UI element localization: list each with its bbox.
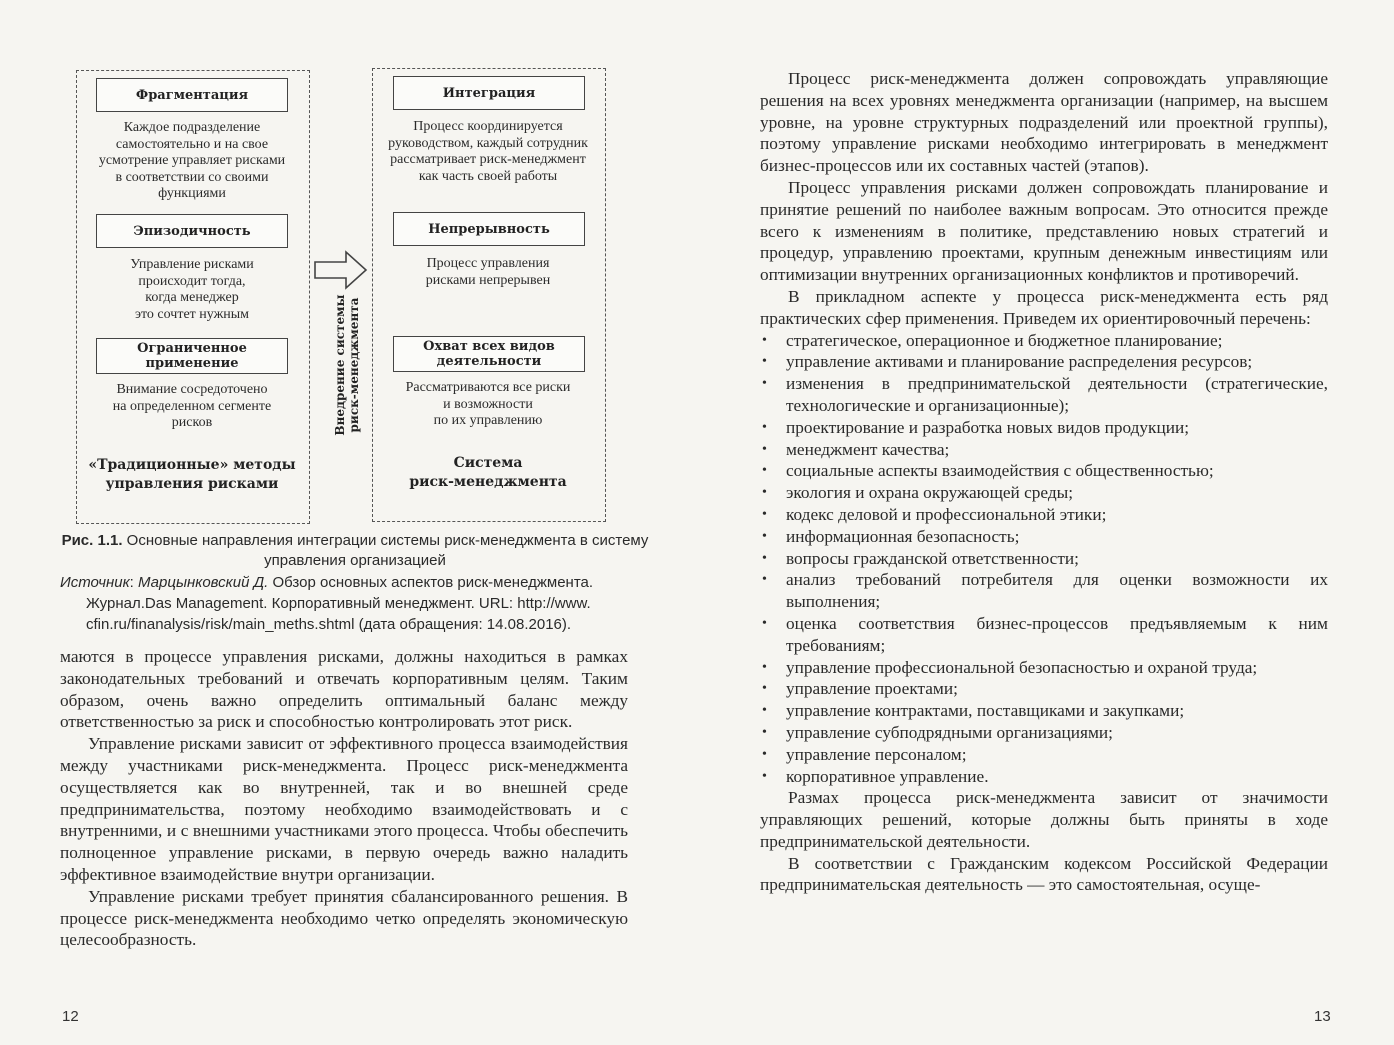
risk-management-system-label: Система риск-менеджмента <box>409 455 567 490</box>
list-item: • вопросы гражданской ответственности; <box>760 548 1328 570</box>
block-coverage-text: Рассматриваются все риски и возможности по их управлению <box>405 380 571 428</box>
list-item: • менеджмент качества; <box>760 439 1328 461</box>
block-continuity-title: Непрерывность <box>393 212 585 246</box>
list-item: • экология и охрана окружающей среды; <box>760 482 1328 504</box>
paragraph: Управление рисками зависит от эффективного процесса взаимодействия между участниками риск-менеджмента. Процесс риск-менеджмента осуществляется как во внутренней, так и во внешней среде предпринимательства, поэтому необходимо взаимодействовать и с внутренними, и с внешними участниками этого процесса. Чтобы обеспечить полноценное управление рисками, в первую очередь важно наладить эффективное взаимодействие внутри организации. <box>60 734 628 884</box>
paragraph: Процесс управления рисками должен сопровождать планирование и принятие решений по наиболее важным вопросам. Это относится прежде всего к изменениям в политике, представлению новых стратегий и процедур, управлению проектами, крупным денежным инвестициям или оптимизации внутренних организационных конфликтов и противоречий. <box>760 177 1328 285</box>
list-item: • управление активами и планирование распределения ресурсов; <box>760 351 1328 373</box>
list-item: • управление проектами; <box>760 678 1328 700</box>
list-item: • корпоративное управление. <box>760 766 1328 788</box>
list-item: • управление персоналом; <box>760 744 1328 766</box>
paragraph: Размах процесса риск-менеджмента зависит от значимости управляющих решений, которые должны быть приняты в ходе предпринимательской деятельности. <box>760 788 1328 851</box>
block-limited-use-title: Ограниченное применение <box>96 338 288 374</box>
figure-caption: Рис. 1.1. Основные направления интеграции системы риск-менеджмента в систему управления организацией <box>61 532 649 569</box>
list-item: • управление профессиональной безопасностью и охраной труда; <box>760 657 1328 679</box>
list-item: • оценка соответствия бизнес-процессов предъявляемым к ним требованиям; <box>760 613 1328 657</box>
paragraph: маются в процессе управления рисками, должны находиться в рамках законодательных требований и отвечать корпоративным целям. Таким образом, очень важно определить оптимальный баланс между ответственностью за риск и способностью контролировать этот риск. <box>60 647 628 732</box>
paragraph: Процесс риск-менеджмента должен сопровождать управляющие решения на всех уровнях менеджмента организации (например, на высшем уровне, на уровне структурных подразделений или проектной группы), поэтому управление рисками необходимо интегрировать в менеджмент бизнес-процессов или их составных частей (этапов). <box>760 69 1328 176</box>
page-number-right: 13 <box>1314 1008 1331 1025</box>
arrow-label: Внедрение системы риск-менеджмента <box>333 294 361 436</box>
list-item: • проектирование и разработка новых видов продукции; <box>760 417 1328 439</box>
block-coverage-title: Охват всех видов деятельности <box>393 336 585 372</box>
list-item: • анализ требований потребителя для оценки возможности их выполнения; <box>760 569 1328 613</box>
application-areas-list <box>760 330 1328 788</box>
block-fragmentation-text: Каждое подразделение самостоятельно и на свое усмотрение управляет рисками в соответствии со своими функциями <box>98 120 286 201</box>
block-continuity-text: Процесс управления рисками непрерывен <box>425 256 551 288</box>
block-integration-text: Процесс координируется руководством, каждый сотрудник рассматривает риск-менеджмент как часть своей работы <box>388 119 588 184</box>
figure-source: Источник: Марцынковский Д. Обзор основных аспектов риск-менеджмента. Журнал.Das Management. Корпоративный менеджмент. URL: http://www. cfin.ru/finanalysis/risk/main_meths.shtml (дата обращения: 14.08.2016). <box>60 574 594 633</box>
block-limited-use-text: Внимание сосредоточено на определенном сегменте рисков <box>112 382 272 430</box>
right-body-text <box>760 68 1328 896</box>
page-number-left: 12 <box>62 1008 79 1025</box>
block-episodic-text: Управление рисками происходит тогда, когда менеджер это сочтет нужным <box>130 257 254 322</box>
list-item: • изменения в предпринимательской деятельности (стратегические, технологические и организационные); <box>760 373 1328 417</box>
list-item: • стратегическое, операционное и бюджетное планирование; <box>760 330 1328 352</box>
right-arrow-icon <box>314 250 368 290</box>
paragraph: Управление рисками требует принятия сбалансированного решения. В процессе риск-менеджмента необходимо четко определять экономическую целесообразность. <box>60 886 628 950</box>
block-episodic-title: Эпизодичность <box>96 214 288 248</box>
block-integration-title: Интеграция <box>393 76 585 110</box>
traditional-methods-label: «Традиционные» методы управления рисками <box>88 457 296 492</box>
list-item: • информационная безопасность; <box>760 526 1328 548</box>
block-fragmentation-title: Фрагментация <box>96 78 288 112</box>
list-item: • социальные аспекты взаимодействия с общественностью; <box>760 460 1328 482</box>
paragraph: В соответствии с Гражданским кодексом Российской Федерации предпринимательская деятельность — это самостоятельная, осуще- <box>760 853 1328 895</box>
left-body-text <box>60 646 628 951</box>
list-item: • управление контрактами, поставщиками и закупками; <box>760 700 1328 722</box>
list-item: • управление субподрядными организациями; <box>760 722 1328 744</box>
list-item: • кодекс деловой и профессиональной этики; <box>760 504 1328 526</box>
paragraph: В прикладном аспекте у процесса риск-менеджмента есть ряд практических сфер применения. Приведем их ориентировочный перечень: <box>760 286 1328 328</box>
